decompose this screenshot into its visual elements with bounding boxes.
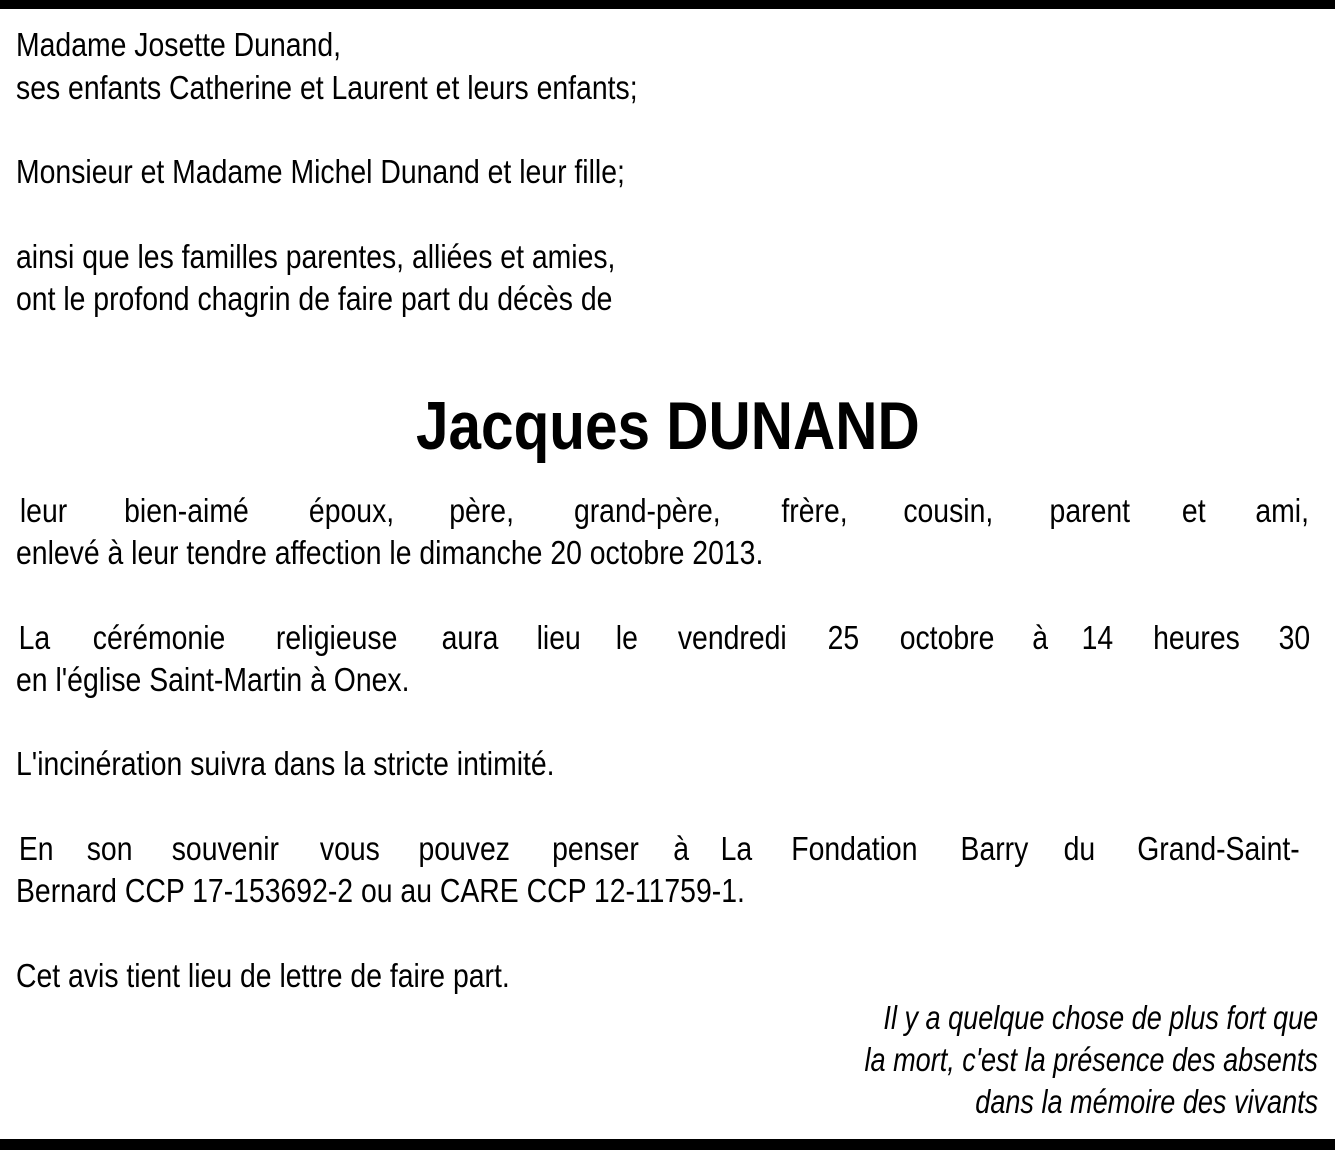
- word: 25: [827, 619, 860, 656]
- family-line-1: Madame Josette Dunand,: [16, 26, 341, 63]
- word: cousin,: [903, 492, 994, 529]
- deceased-name-text: Jacques DUNAND: [415, 388, 920, 464]
- word: grand-père,: [574, 492, 721, 529]
- word: penser: [551, 830, 639, 867]
- word: bien-aimé: [124, 492, 249, 529]
- donation-line-2: Bernard CCP 17-153692-2 ou au CARE CCP 12-11759-1.: [16, 872, 745, 909]
- word: Fondation: [791, 830, 918, 867]
- incineration-line: L'incinération suivra dans la stricte intimité.: [16, 745, 555, 782]
- ceremony-line-1: [16, 617, 1313, 659]
- word: souvenir: [172, 830, 280, 867]
- relation-line-1: [16, 490, 1313, 532]
- word: ami,: [1254, 492, 1309, 529]
- word: lieu: [536, 619, 581, 656]
- word: père,: [449, 492, 515, 529]
- family-line-5: ont le profond chagrin de faire part du décès de: [16, 280, 613, 317]
- closing-line: Cet avis tient lieu de lettre de faire part.: [16, 957, 510, 994]
- quote-line-1: Il y a quelque chose de plus fort que: [883, 999, 1318, 1036]
- word: à: [1032, 619, 1049, 656]
- word: vous: [319, 830, 380, 867]
- word: En: [18, 830, 54, 867]
- word: Barry: [960, 830, 1029, 867]
- word: heures: [1152, 619, 1240, 656]
- quote-line-2: la mort, c'est la présence des absents: [864, 1041, 1318, 1078]
- word: Grand-Saint-: [1137, 830, 1300, 867]
- word: La: [18, 619, 51, 656]
- word: leur: [19, 492, 68, 529]
- word: vendredi: [677, 619, 787, 656]
- family-line-3: Monsieur et Madame Michel Dunand et leur fille;: [16, 153, 625, 190]
- word: à: [673, 830, 690, 867]
- word: religieuse: [275, 619, 398, 656]
- quote-line-3: dans la mémoire des vivants: [975, 1083, 1318, 1120]
- word: cérémonie: [93, 619, 226, 656]
- word: octobre: [899, 619, 994, 656]
- word: époux,: [308, 492, 395, 529]
- deceased-name: [0, 386, 1335, 466]
- word: parent: [1050, 492, 1131, 529]
- family-line-4: ainsi que les familles parentes, alliées et amies,: [16, 238, 616, 275]
- word: 14: [1081, 619, 1114, 656]
- family-line-2: ses enfants Catherine et Laurent et leurs enfants;: [16, 69, 638, 106]
- word: frère,: [781, 492, 848, 529]
- word: son: [86, 830, 133, 867]
- word: aura: [441, 619, 499, 656]
- top-border-rule: [0, 0, 1335, 9]
- word: du: [1063, 830, 1095, 867]
- ceremony-line-2: en l'église Saint-Martin à Onex.: [16, 661, 410, 698]
- donation-line-1: [16, 828, 1313, 870]
- word: et: [1181, 492, 1206, 529]
- word: 30: [1278, 619, 1311, 656]
- word: pouvez: [418, 830, 511, 867]
- relation-line-2: enlevé à leur tendre affection le dimanche 20 octobre 2013.: [16, 534, 764, 571]
- word: le: [615, 619, 638, 656]
- bottom-border-rule: [0, 1139, 1335, 1150]
- word: La: [720, 830, 752, 867]
